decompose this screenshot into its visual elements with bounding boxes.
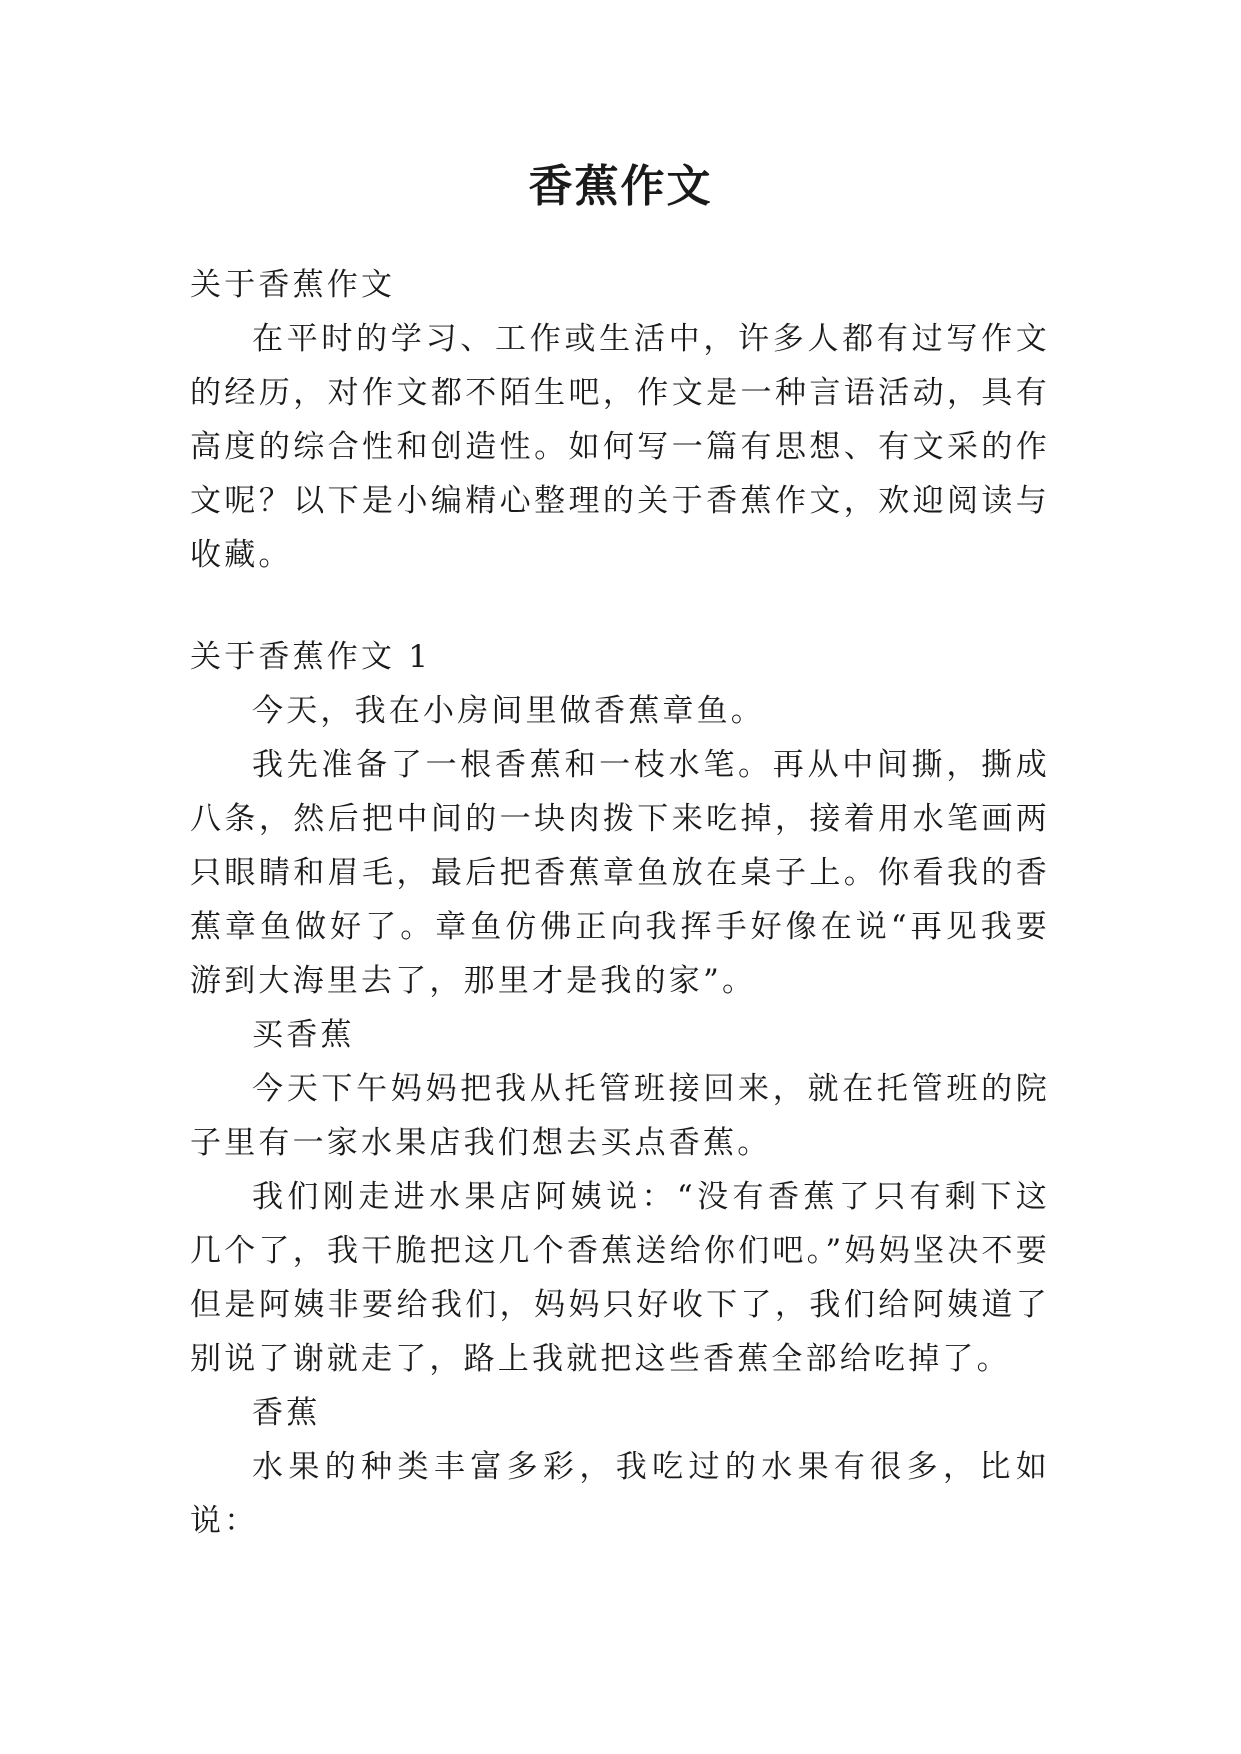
paragraph: 我们刚走进水果店阿姨说：“没有香蕉了只有剩下这几个了，我干脆把这几个香蕉送给你们吧。”妈妈坚决不要但是阿姨非要给我们，妈妈只好收下了，我们给阿姨道了别说了谢就走了，路上我就把这些香蕉全部给吃掉了。 [190, 1179, 1050, 1377]
paragraph: 在平时的学习、工作或生活中，许多人都有过写作文的经历，对作文都不陌生吧，作文是一种言语活动，具有高度的综合性和创造性。如何写一篇有思想、有文采的作文呢？以下是小编精心整理的关于香蕉作文，欢迎阅读与收藏。 [190, 321, 1050, 573]
subheading: 香蕉 [252, 1395, 321, 1431]
page-title: 香蕉作文 [528, 161, 713, 212]
paragraph: 今天下午妈妈把我从托管班接回来，就在托管班的院子里有一家水果店我们想去买点香蕉。 [190, 1071, 1050, 1161]
document-body [190, 258, 1050, 1548]
paragraph: 我先准备了一根香蕉和一枝水笔。再从中间撕，撕成八条，然后把中间的一块肉拨下来吃掉，接着用水笔画两只眼睛和眉毛，最后把香蕉章鱼放在桌子上。你看我的香蕉章鱼做好了。章鱼仿佛正向我挥手好像在说“再见我要游到大海里去了，那里才是我的家”。 [190, 747, 1050, 999]
section-heading: 关于香蕉作文 1 [190, 639, 432, 675]
subheading: 买香蕉 [252, 1017, 355, 1053]
section-heading: 关于香蕉作文 [190, 267, 396, 303]
paragraph: 今天，我在小房间里做香蕉章鱼。 [252, 693, 765, 729]
paragraph: 水果的种类丰富多彩，我吃过的水果有很多，比如说： [190, 1449, 1050, 1539]
